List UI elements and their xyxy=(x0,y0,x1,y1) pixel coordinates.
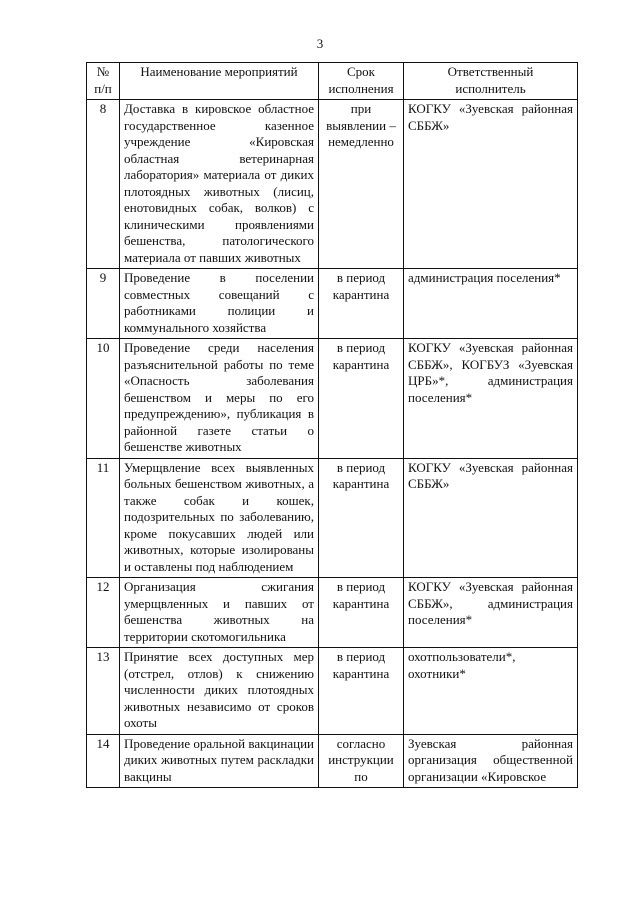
row-name: Проведение оральной вакцинации диких животных путем раскладки вакцины xyxy=(120,734,319,788)
header-term-line2: исполнения xyxy=(328,80,394,96)
header-responsible xyxy=(404,63,578,100)
row-responsible: Зуевская районная организация общественной организации «Кировское xyxy=(404,734,578,788)
row-term: согласно инструкции по xyxy=(319,734,404,788)
row-num: 14 xyxy=(87,734,120,788)
row-term: в период карантина xyxy=(319,269,404,339)
row-responsible: КОГКУ «Зуевская районная СББЖ», администрация поселения* xyxy=(404,578,578,648)
row-responsible: КОГКУ «Зуевская районная СББЖ» xyxy=(404,458,578,578)
row-name: Организация сжигания умерщвленных и павших от бешенства животных на территории скотомогильника xyxy=(120,578,319,648)
row-num: 11 xyxy=(87,458,120,578)
header-responsible-line1: Ответственный xyxy=(447,64,534,79)
row-num: 12 xyxy=(87,578,120,648)
header-num-line1: № xyxy=(96,64,110,79)
row-responsible: охотпользователи*, охотники* xyxy=(404,648,578,735)
header-term-line1: Срок xyxy=(347,64,375,79)
row-num: 10 xyxy=(87,339,120,459)
table-row xyxy=(87,648,578,735)
row-name: Принятие всех доступных мер (отстрел, отлов) к снижению численности диких плотоядных животных независимо от сроков охоты xyxy=(120,648,319,735)
row-term: при выявлении – немедленно xyxy=(319,100,404,269)
row-term: в период карантина xyxy=(319,458,404,578)
table-row xyxy=(87,458,578,578)
row-name: Проведение в поселении совместных совещаний с работниками полиции и коммунального хозяйства xyxy=(120,269,319,339)
row-num: 13 xyxy=(87,648,120,735)
row-responsible: КОГКУ «Зуевская районная СББЖ», КОГБУЗ «Зуевская ЦРБ»*, администрация поселения* xyxy=(404,339,578,459)
header-num-line2: п/п xyxy=(94,80,112,96)
page-number: 3 xyxy=(316,36,324,51)
row-responsible: администрация поселения* xyxy=(404,269,578,339)
table-header-row xyxy=(87,63,578,100)
row-responsible: КОГКУ «Зуевская районная СББЖ» xyxy=(404,100,578,269)
header-name-line1: Наименование мероприятий xyxy=(140,64,298,79)
header-responsible-line2: исполнитель xyxy=(455,80,526,96)
row-term: в период карантина xyxy=(319,578,404,648)
row-num: 8 xyxy=(87,100,120,269)
row-name: Умерщвление всех выявленных больных бешенством животных, а также собак и кошек, подозрительных по заболеванию, кроме покусавших людей или животных, которые изолированы и оставлены под наблюдением xyxy=(120,458,319,578)
header-name xyxy=(120,63,319,100)
row-num: 9 xyxy=(87,269,120,339)
header-term xyxy=(319,63,404,100)
table-row xyxy=(87,734,578,788)
row-name: Доставка в кировское областное государственное казенное учреждение «Кировская областная ветеринарная лаборатория» материала от диких плотоядных животных (лисиц, енотовидных собак, волков) с клиническими проявлениями бешенства, патологического материала от павших животных xyxy=(120,100,319,269)
row-name: Проведение среди населения разъяснительной работы по теме «Опасность заболевания бешенством и меры по его предупреждению», публикация в районной газете статьи о бешенстве животных xyxy=(120,339,319,459)
table-row xyxy=(87,339,578,459)
table-row xyxy=(87,578,578,648)
table-row xyxy=(87,269,578,339)
header-num xyxy=(87,63,120,100)
row-term: в период карантина xyxy=(319,648,404,735)
row-term: в период карантина xyxy=(319,339,404,459)
measures-table xyxy=(86,62,578,788)
table-row xyxy=(87,100,578,269)
